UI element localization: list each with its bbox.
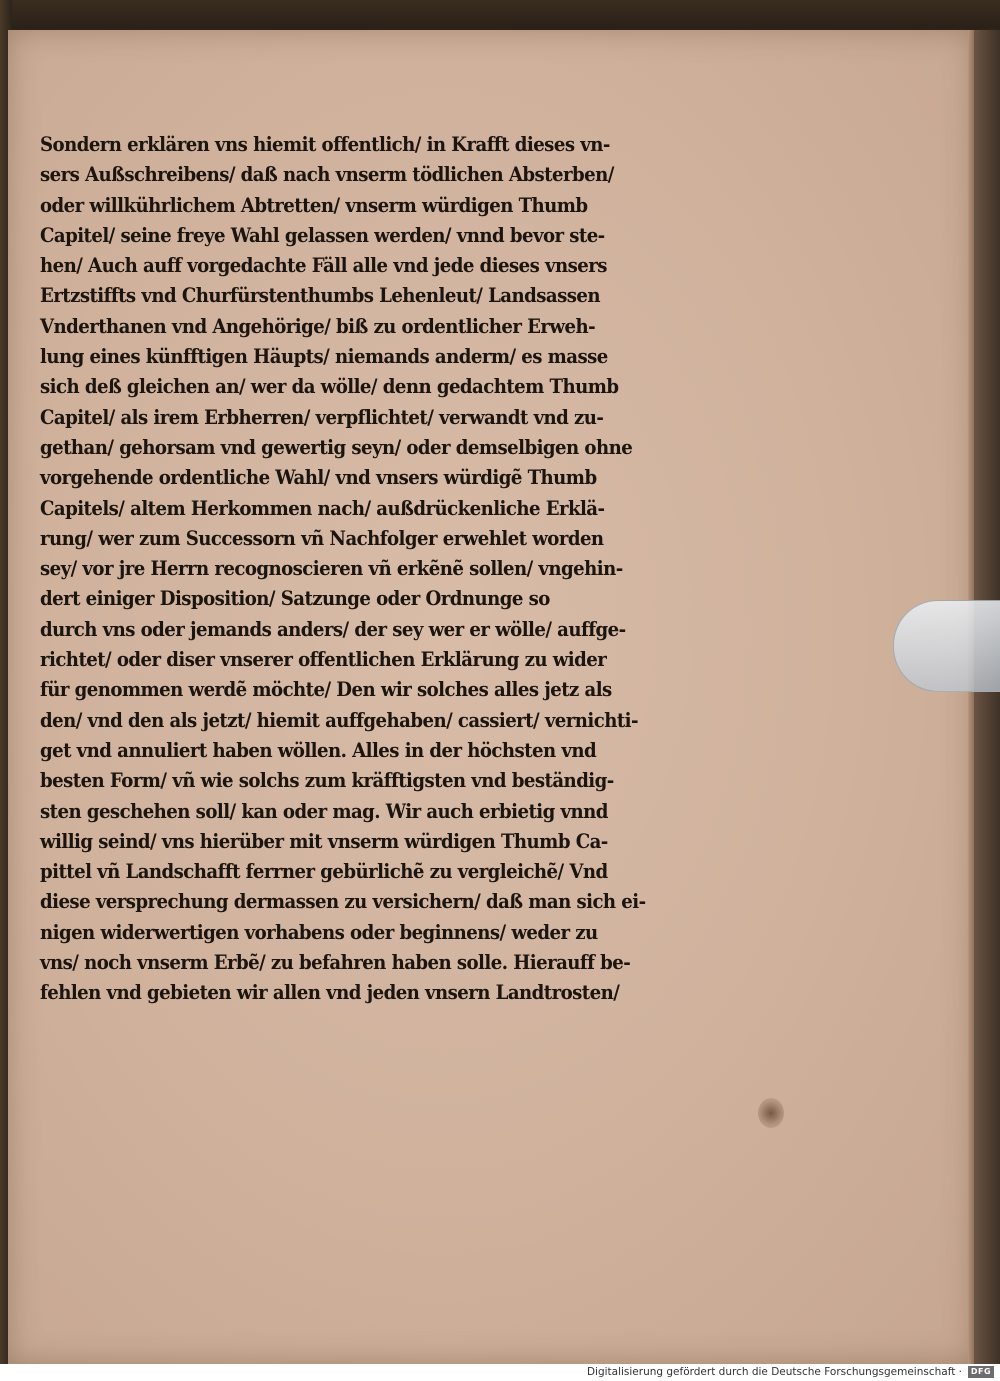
text-line: fehlen vnd gebieten wir allen vnd jeden vnsern Landtrosten/ xyxy=(40,981,620,1005)
text-line: besten Form/ vñ wie solchs zum kräfftigsten vnd beständig- xyxy=(40,769,614,793)
text-line: sey/ vor jre Herrn recognoscieren vñ erkẽnẽ sollen/ vngehin- xyxy=(40,557,623,581)
text-line: diese versprechung dermassen zu versichern/ daß man sich ei- xyxy=(40,890,646,914)
text-line: pittel vñ Landschafft ferrner gebürlichẽ zu vergleichẽ/ Vnd xyxy=(40,860,608,884)
text-line: lung eines künfftigen Häupts/ niemands anderm/ es masse xyxy=(40,345,608,369)
text-line: nigen widerwertigen vorhabens oder beginnens/ weder zu xyxy=(40,920,598,944)
text-line: sich deß gleichen an/ wer da wölle/ denn gedachtem Thumb xyxy=(40,375,619,399)
text-line: sten geschehen soll/ kan oder mag. Wir auch erbietig vnnd xyxy=(40,799,608,823)
text-line: Capitel/ seine freye Wahl gelassen werden/ vnnd bevor ste- xyxy=(40,223,605,247)
text-line: gethan/ gehorsam vnd gewertig seyn/ oder demselbigen ohne xyxy=(40,435,633,459)
text-line: willig seind/ vns hierüber mit vnserm würdigen Thumb Ca- xyxy=(40,829,608,853)
scan-border-right xyxy=(974,30,1000,1364)
text-line: dert einiger Disposition/ Satzunge oder Ordnunge so xyxy=(40,587,550,611)
page-clip xyxy=(893,600,1000,692)
text-line: get vnd annuliert haben wöllen. Alles in der höchsten vnd xyxy=(40,738,597,762)
funding-credit: Digitalisierung gefördert durch die Deutsche Forschungsgemeinschaft · xyxy=(586,1366,962,1378)
text-line: oder willkührlichem Abtretten/ vnserm würdigen Thumb xyxy=(40,193,588,217)
text-line: Ertzstiffts vnd Churfürstenthumbs Lehenleut/ Landsassen xyxy=(40,284,601,308)
text-line: vns/ noch vnserm Erbẽ/ zu befahren haben solle. Hierauff be- xyxy=(40,951,631,975)
text-line: durch vns oder jemands anders/ der sey wer er wölle/ auffge- xyxy=(40,617,626,641)
text-line: richtet/ oder diser vnserer offentlichen Erklärung zu wider xyxy=(40,648,607,672)
text-line: rung/ wer zum Successorn vñ Nachfolger erwehlet worden xyxy=(40,526,604,550)
text-line: sers Außschreibens/ daß nach vnserm tödlichen Absterben/ xyxy=(40,163,614,187)
text-line: Capitels/ altem Herkommen nach/ außdrückenliche Erklä- xyxy=(40,496,605,520)
text-line: den/ vnd den als jetzt/ hiemit auffgehaben/ cassiert/ vernichti- xyxy=(40,708,638,732)
text-line: Capitel/ als irem Erbherren/ verpflichtet/ verwandt vnd zu- xyxy=(40,405,604,429)
page-text xyxy=(40,130,690,1009)
text-line: Vnderthanen vnd Angehörige/ biß zu ordentlicher Erweh- xyxy=(40,314,596,338)
paper-stain xyxy=(758,1098,784,1128)
text-line: hen/ Auch auff vorgedachte Fäll alle vnd jede dieses vnsers xyxy=(40,254,607,278)
text-line: Sondern erklären vns hiemit offentlich/ in Krafft dieses vn- xyxy=(40,133,610,156)
text-line: vorgehende ordentliche Wahl/ vnd vnsers würdigẽ Thumb xyxy=(40,466,597,490)
text-line: für genommen werdẽ möchte/ Den wir solches alles jetz als xyxy=(40,678,612,702)
dfg-logo: DFG xyxy=(968,1366,994,1378)
